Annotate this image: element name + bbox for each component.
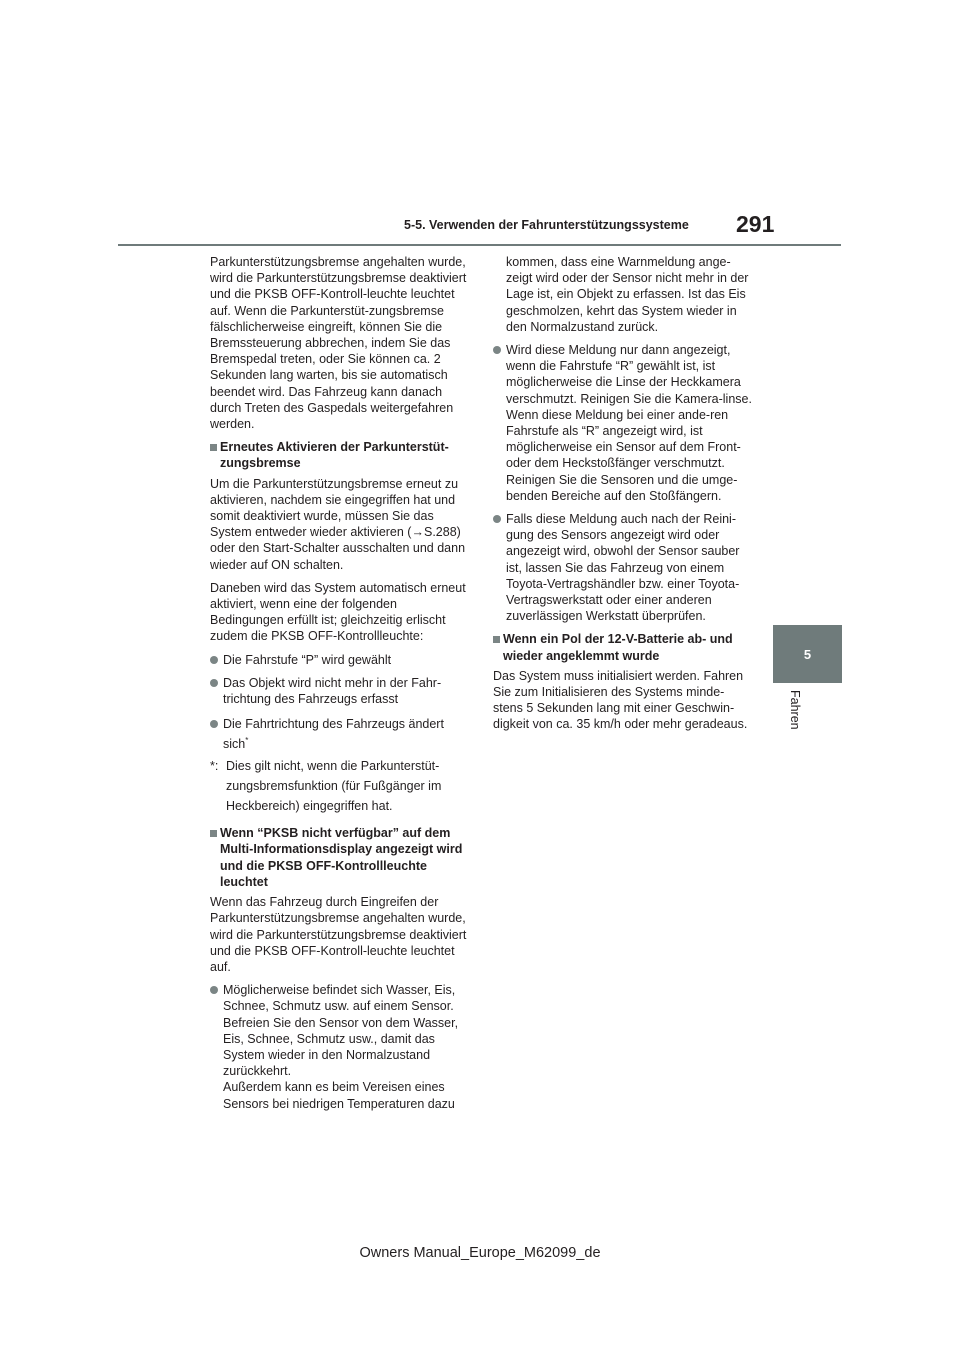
square-bullet-icon — [210, 439, 220, 471]
list-item-line: Möglicherweise befindet sich Wasser, Eis, Schnee, Schmutz usw. auf einem Sensor. Befreien Sie den Sensor von dem Wasser, Eis, Schnee, Schmutz usw., damit das System wieder in den Normalzustand zurückkehrt. — [223, 983, 459, 1079]
footnote-mark: *: — [210, 759, 219, 774]
page-number: 291 — [736, 211, 775, 237]
bullet-icon — [493, 342, 506, 504]
footnote-text: Dies gilt nicht, wenn die Parkunterstüt-zungsbremsfunktion (für Fußgänger im Heckbereich) eingegriffen hat. — [226, 759, 442, 814]
footnote — [210, 756, 470, 816]
section-heading — [210, 439, 470, 471]
paragraph: Wenn das Fahrzeug durch Eingreifen der Parkunterstützungsbremse angehalten wurde, wird die Parkunterstützungsbremse deaktiviert und die PKSB OFF-Kontroll-leuchte leuchtet auf. — [210, 895, 467, 974]
list-item — [210, 652, 470, 668]
paragraph: Daneben wird das System automatisch erneut aktiviert, wenn eine der folgenden Bedingungen erfüllt ist; gleichzeitig erlischt zudem die PKSB OFF-Kontrollleuchte: — [210, 580, 466, 644]
bullet-icon — [210, 982, 223, 1112]
list-item-text: Wird diese Meldung nur dann angezeigt, wenn die Fahrstufe “R” gewählt ist, ist möglicherweise die Linse der Heckkamera verschmutzt. Reinigen Sie die Kamera-linse. Wenn diese Meldung bei einer ande-ren Fahrstufe als “R” angezeigt wird, ist möglicherweise ein Sensor auf dem Front- oder dem Heckstoßfänger verschmutzt. Reinigen Sie die Sensoren und die umge-benden Bereiche auf den Stoßfängern. — [506, 343, 752, 503]
left-column — [210, 254, 470, 1119]
section-heading — [210, 825, 470, 890]
list-item — [210, 982, 470, 1112]
list-item — [210, 714, 470, 754]
list-item-text — [223, 714, 470, 754]
list-item-text: Die Fahrstufe “P” wird gewählt — [223, 652, 392, 667]
paragraph: Das System muss initialisiert werden. Fahren Sie zum Initialisieren des Systems minde-stens 5 Sekunden lang mit einer Geschwin-digkeit von ca. 35 km/h oder mehr geradeaus. — [493, 668, 748, 732]
section-title: 5-5. Verwenden der Fahrunterstützungssysteme — [404, 218, 689, 232]
arrow-icon: → — [411, 525, 424, 540]
paragraph: kommen, dass eine Warnmeldung ange-zeigt wird oder der Sensor nicht mehr in der Lage ist, ein Objekt zu erfassen. Ist das Eis geschmolzen, kehrt das System wieder in den Normalzustand zurück. — [506, 255, 749, 334]
paragraph: Parkunterstützungsbremse angehalten wurde, wird die Parkunterstützungsbremse deaktiviert und die PKSB OFF-Kontroll-leuchte leuchtet auf. Wenn die Parkunterstüt-zungsbremse fälschlicherweise eingreift, können Sie die Bremssteuerung abbrechen, indem Sie das Bremspedal treten, oder Sie können ca. 2 Sekunden lang warten, bis sie automatisch beendet wird. Das Fahrzeug kann danach durch Treten des Gaspedals weitergefahren werden. — [210, 255, 467, 432]
bullet-icon — [210, 675, 223, 707]
chapter-tab[interactable] — [773, 625, 842, 683]
paragraph — [210, 476, 470, 573]
section-heading — [493, 631, 753, 663]
page-reference-link[interactable]: S.288 — [423, 525, 457, 540]
bullet-icon — [210, 652, 223, 668]
footer-text: Owners Manual_Europe_M62099_de — [359, 1245, 601, 1261]
chapter-number: 5 — [803, 646, 812, 662]
list-item-text: Das Objekt wird nicht mehr in der Fahr-trichtung des Fahrzeugs erfasst — [223, 675, 442, 707]
list-item-line: Außerdem kann es beim Vereisen eines Sensors bei niedrigen Temperaturen dazu — [223, 1080, 455, 1111]
list-item-label: Die Fahrtrichtung des Fahrzeugs ändert sich — [223, 717, 444, 752]
heading-text: Wenn ein Pol der 12-V-Batterie ab- und wieder angeklemmt wurde — [503, 632, 733, 663]
heading-text: Erneutes Aktivieren der Parkunterstüt-zungsbremse — [220, 440, 449, 471]
right-column — [493, 254, 753, 740]
list-item-text — [223, 982, 470, 1112]
list-item-text: Falls diese Meldung auch nach der Reini-gung des Sensors angezeigt wird oder angezeigt wird, obwohl der Sensor sauber ist, lassen Sie das Fahrzeug von einem Toyota-Vertragshändler bzw. einer Toyota-Vertragswerkstatt oder einer anderen zuverlässigen Werkstatt überprüfen. — [506, 512, 740, 624]
list-item — [493, 342, 753, 504]
bullet-icon — [493, 511, 506, 624]
header-divider — [118, 244, 841, 246]
list-item — [210, 675, 470, 707]
bullet-icon — [210, 714, 223, 754]
heading-text: Wenn “PKSB nicht verfügbar” auf dem Multi-Informationsdisplay angezeigt wird und die PKSB OFF-Kontrollleuchte leuchtet — [220, 826, 463, 889]
paragraph-text: Um die Parkunterstützungsbremse erneut zu aktivieren, nachdem sie eingegriffen hat und somit deaktiviert wurde, müssen Sie das System entweder wieder aktivieren ( — [210, 476, 459, 540]
list-item — [493, 511, 753, 624]
square-bullet-icon — [210, 825, 220, 890]
paragraph-text: ) oder den Start-Schalter ausschalten und dann wieder auf ON schalten. — [210, 525, 466, 572]
footnote-marker: * — [245, 736, 249, 746]
square-bullet-icon — [493, 631, 503, 663]
chapter-label: Fahren — [788, 690, 802, 730]
